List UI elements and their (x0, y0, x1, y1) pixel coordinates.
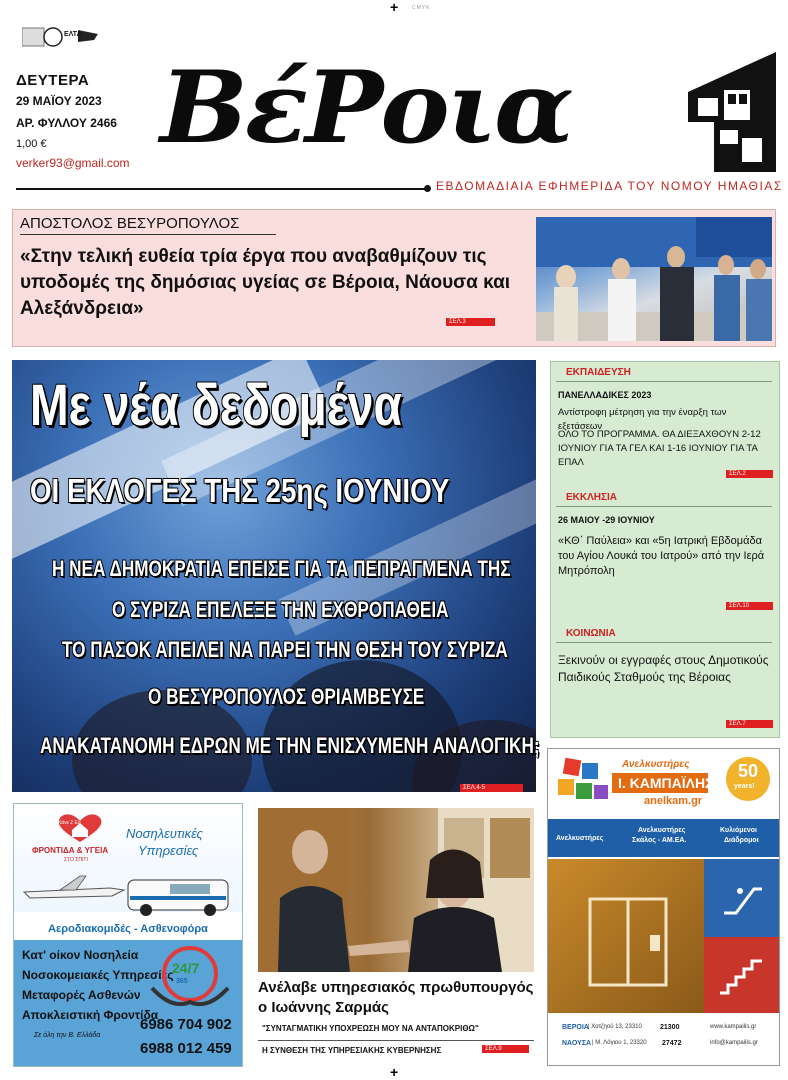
cmyk-mark: CMYK (412, 5, 431, 11)
ad-service-item: Νοσοκομειακές Υπηρεσίες (22, 968, 174, 982)
ad-category: Ανελκυστήρες (638, 827, 686, 834)
ad-years-label: years! (734, 783, 755, 790)
elta-seal-icon (44, 28, 62, 46)
ad-site[interactable]: anelkam.gr (644, 795, 703, 807)
ad-address-phone[interactable]: 21300 (660, 1024, 680, 1031)
city-logo-icon (684, 52, 776, 172)
ad-address: | Μ. Λόγιου 1, 23320 (592, 1040, 647, 1046)
newspaper-subtitle: ΕΒΔΟΜΑΔΙΑΙΑ ΕΦΗΜΕΡΙΔΑ ΤΟΥ ΝΟΜΟΥ ΗΜΑΘΙΑΣ (436, 179, 783, 193)
issue-price: 1,00 € (16, 138, 47, 150)
nursing-ad[interactable] (13, 803, 243, 1067)
section-divider (556, 381, 772, 382)
heart-home-icon (50, 812, 110, 844)
society-page-ref[interactable]: ΣΕΛ.7 (726, 720, 773, 728)
ad-badge-sub: 365 (176, 978, 188, 985)
main-story-line: ΑΝΑΚΑΤΑΝΟΜΗ ΕΔΡΩΝ ΜΕ ΤΗΝ ΕΝΙΣΧΥΜΕΝΗ ΑΝΑΛΟΓΙΚΗ; (40, 733, 540, 758)
main-story-subheadline: ΟΙ ΕΚΛΟΓΕΣ ΤΗΣ 25ης ΙΟΥΝΙΟΥ (30, 472, 450, 509)
center-story-page-ref[interactable]: ΣΕΛ.9 (482, 1045, 529, 1053)
ad-band-text: Αεροδιακομιδές - Ασθενοφόρα (48, 923, 208, 935)
society-text[interactable]: Ξεκινούν οι εγγραφές στους Δημοτικούς Παιδικούς Σταθμούς της Βέροιας (558, 653, 769, 684)
ad-service-item: Κατ' οίκον Νοσηλεία (22, 948, 139, 962)
center-story-divider (258, 1040, 534, 1041)
ad-email[interactable]: info@kampailis.gr (710, 1040, 758, 1046)
main-story-line: Η ΝΕΑ ΔΗΜΟΚΡΑΤΙΑ ΕΠΕΙΣΕ ΓΙΑ ΤΑ ΠΕΠΡΑΓΜΕΝΑ ΤΗΣ (52, 556, 511, 581)
top-story-headline[interactable]: «Στην τελική ευθεία τρία έργα που αναβαθμίζουν τις υποδομές της δημόσιας υγείας σε Βέροια, Νάουσα και Αλεξάνδρεια» (20, 246, 511, 319)
plane-ambulance-icon (20, 866, 236, 918)
center-story-headline[interactable]: Ανέλαβε υπηρεσιακός πρωθυπουργός ο Ιωάννης Σαρμάς (258, 979, 534, 1016)
main-story-line: Ο ΒΕΣΥΡΟΠΟΥΛΟΣ ΘΡΙΑΜΒΕΥΣΕ (148, 684, 425, 709)
education-program[interactable]: ΟΛΟ ΤΟ ΠΡΟΓΡΑΜΜΑ. ΘΑ ΔΙΕΞΑΧΘΟΥΝ 2-12 ΙΟΥΝΙΟΥ ΓΙΑ ΤΑ ΓΕΛ ΚΑΙ 1-16 ΙΟΥΝΙΟΥ ΓΙΑ ΤΑ ΕΠΑΛ (558, 429, 761, 468)
ad-badge: 24/7 (172, 960, 200, 976)
top-story-kicker: ΑΠΟΣΤΟΛΟΣ ΒΕΣΥΡΟΠΟΥΛΟΣ (20, 215, 240, 232)
section-divider (556, 506, 772, 507)
center-story-photo[interactable] (258, 808, 534, 972)
ad-phone[interactable]: 6986 704 902 (140, 1016, 232, 1033)
church-text[interactable]: «ΚΘ΄ Παύλεια» και «5η Ιατρική Εβδομάδα του Αγίου Λουκά του Ιατρού» από την Ιερά Μητρόπολη (558, 535, 765, 577)
elevator-ad[interactable] (547, 748, 780, 1066)
center-story-subline: Η ΣΥΝΘΕΣΗ ΤΗΣ ΥΠΗΡΕΣΙΑΚΗΣ ΚΥΒΕΡΝΗΣΗΣ (262, 1046, 442, 1055)
education-kicker: ΠΑΝΕΛΛΑΔΙΚΕΣ 2023 (558, 390, 652, 400)
ad-address-city: ΝΑΟΥΣΑ (562, 1040, 592, 1047)
hands-24-7-icon (142, 944, 232, 1010)
church-page-ref[interactable]: ΣΕΛ.10 (726, 602, 773, 610)
ad-service-title: Νοσηλευτικές (126, 826, 203, 841)
elevator-doors-icon (588, 897, 668, 987)
top-story-photo (536, 217, 772, 341)
masthead-rule-dot (424, 185, 431, 192)
contact-email[interactable]: verker93@gmail.com (16, 156, 130, 170)
ad-address-city: ΒΕΡΟΙΑ (562, 1024, 589, 1031)
issue-date: 29 ΜΑΪΟΥ 2023 (16, 94, 102, 108)
registration-mark-top: + (390, 0, 399, 15)
ad-company: Ι. ΚΑΜΠΑΪΛΗΣ (618, 775, 714, 791)
ad-label: Ανελκυστήρες (622, 759, 690, 770)
church-kicker: 26 ΜΑΙΟΥ -29 ΙΟΥΝΙΟΥ (558, 515, 655, 525)
newspaper-title: ΒέΡοια (160, 49, 572, 166)
ad-category: Ανελκυστήρες (556, 835, 604, 842)
issue-day: ΔΕΥΤΕΡΑ (16, 72, 90, 89)
registration-mark-bottom: + (390, 1064, 399, 1080)
issue-number: ΑΡ. ΦΥΛΛΟΥ 2466 (16, 116, 117, 130)
section-education[interactable]: ΕΚΠΑΙΔΕΥΣΗ (566, 367, 631, 378)
ad-address-phone[interactable]: 27472 (662, 1040, 682, 1047)
main-story-headline[interactable]: Με νέα δεδομένα (30, 373, 403, 438)
ad-category: Σκάλος - ΑΜ.ΕΑ. (632, 837, 687, 844)
ad-phone[interactable]: 6988 012 459 (140, 1040, 232, 1057)
ad-category: Διάδρομοι (724, 837, 759, 844)
ad-address: | Χατζηού 13, 23310 (588, 1024, 642, 1030)
ad-category: Κυλιόμενοι (720, 827, 757, 834)
ad-website[interactable]: www.kampailis.gr (710, 1024, 757, 1030)
section-society[interactable]: ΚΟΙΝΩΝΙΑ (566, 628, 616, 639)
center-story-quote: "ΣΥΝΤΑΓΜΑΤΙΚΗ ΥΠΟΧΡΕΩΣΗ ΜΟΥ ΝΑ ΑΝΤΑΠΟΚΡΙΘΩ" (262, 1024, 479, 1033)
stair-lift-icon (718, 953, 766, 997)
ad-service-title: Υπηρεσίες (138, 843, 199, 858)
section-church[interactable]: ΕΚΚΛΗΣΙΑ (566, 492, 618, 503)
ad-years: 50 (738, 761, 759, 781)
ad-service-item: Μεταφορές Ασθενών (22, 988, 141, 1002)
top-story-page-ref[interactable]: ΣΕΛ.3 (446, 318, 495, 326)
education-text: Αντίστροφη μέτρηση για την έναρξη των εξετάσεων (558, 407, 727, 432)
elta-badge (22, 26, 100, 48)
main-story-page-ref[interactable]: ΣΕΛ.4-5 (460, 784, 523, 792)
section-divider (556, 642, 772, 643)
elta-text: ΕΛΤΑ (64, 31, 82, 38)
ad-footer: Σε όλη την Β. Ελλάδα (34, 1032, 101, 1039)
ad-service-item: Αποκλειστική Φροντίδα (22, 1008, 159, 1022)
ad-logo-text: ΦΡΟΝΤΙΔΑ & ΥΓΕΙΑ (32, 846, 109, 855)
masthead-rule (16, 188, 426, 190)
main-story-line: ΤΟ ΠΑΣΟΚ ΑΠΕΙΛΕΙ ΝΑ ΠΑΡΕΙ ΤΗΝ ΘΕΣΗ ΤΟΥ ΣΥΡΙΖΑ (62, 637, 508, 662)
top-story-kicker-underline (20, 234, 276, 235)
cubes-logo-icon (554, 757, 618, 813)
ad-logo-small: Κάνε 2 Ευ (58, 820, 81, 826)
main-story-line: Ο ΣΥΡΙΖΑ ΕΠΕΛΕΞΕ ΤΗΝ ΕΧΘΡΟΠΑΘΕΙΑ (112, 597, 449, 622)
escalator-icon (720, 879, 764, 919)
ad-logo-sub: ΣΤΟ ΣΠΙΤΙ (64, 857, 88, 863)
education-page-ref[interactable]: ΣΕΛ.2 (726, 470, 773, 478)
